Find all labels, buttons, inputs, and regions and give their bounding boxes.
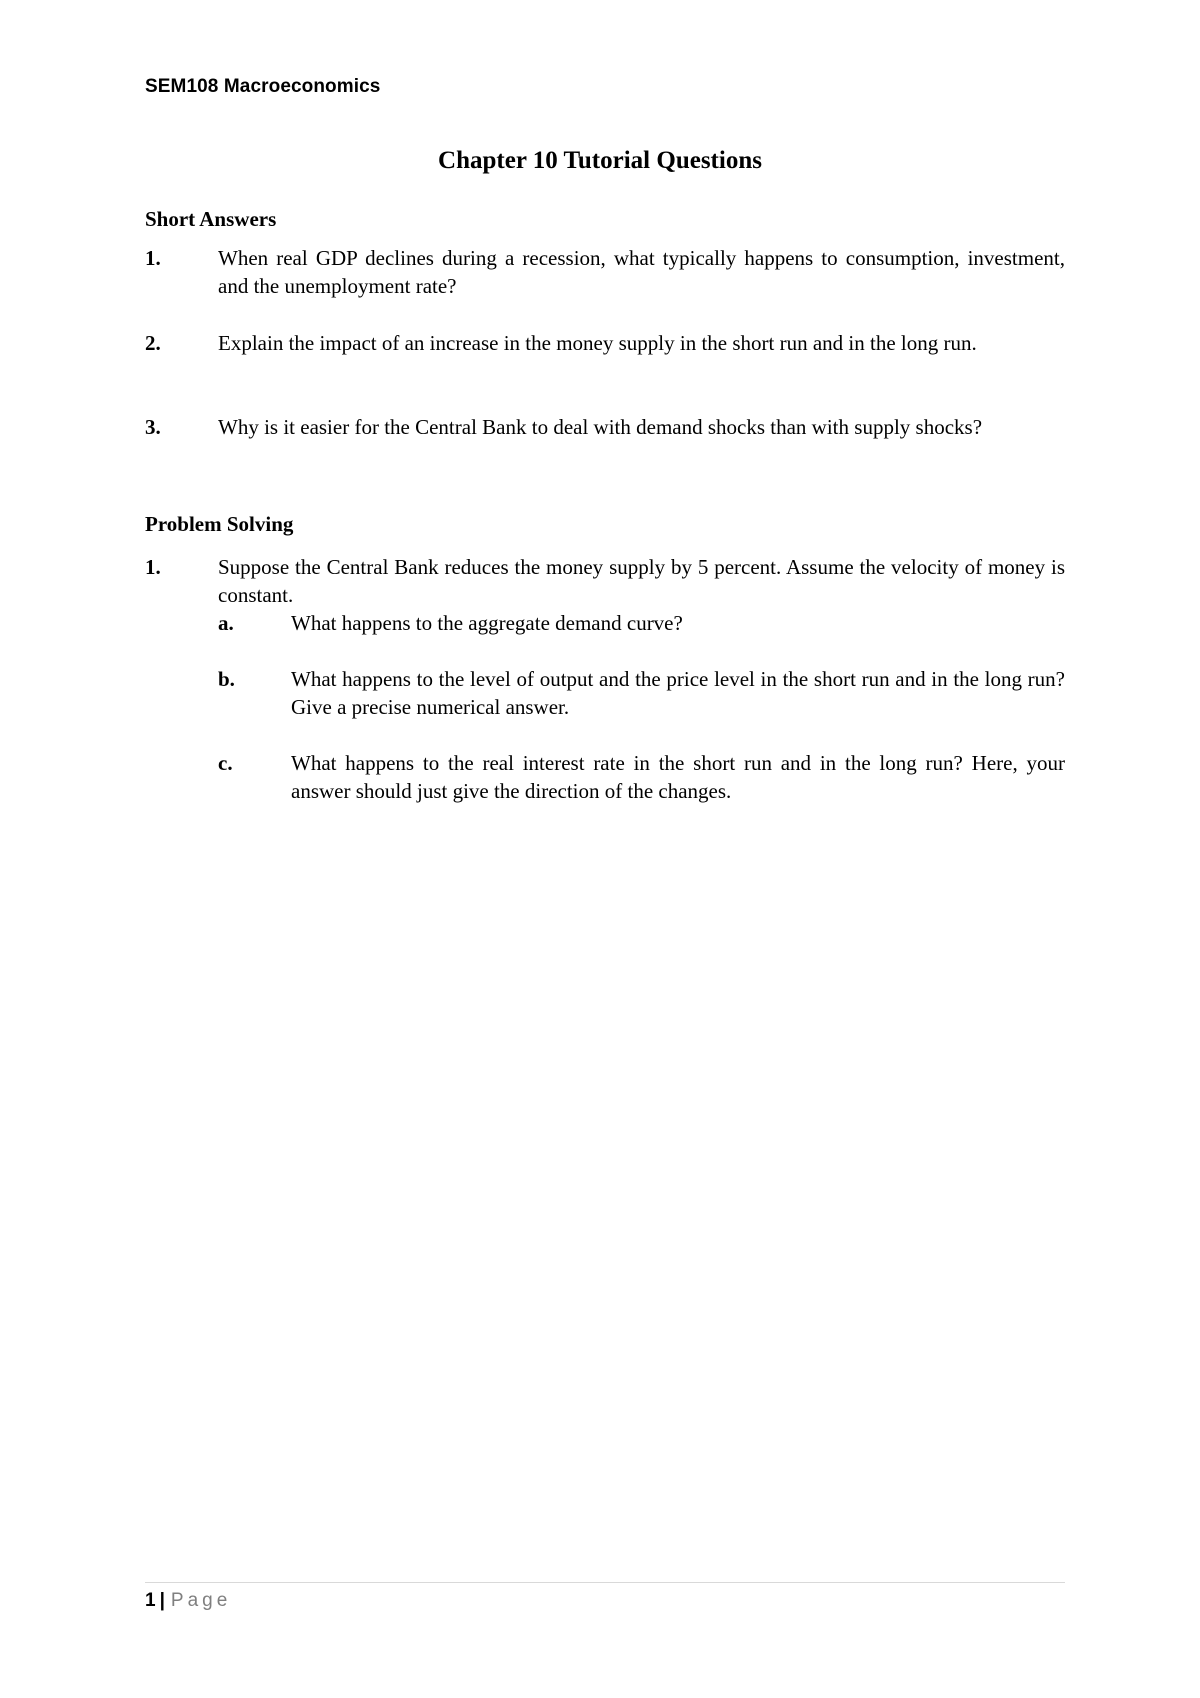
item-text: Explain the impact of an increase in the money supply in the short run and in the long run.: [218, 331, 977, 355]
subitem-label: a.: [218, 611, 234, 635]
short-answer-item-3: [145, 413, 1065, 441]
item-number: 1.: [145, 246, 161, 270]
problem-subitem-c: [218, 749, 1065, 805]
item-text: When real GDP declines during a recession, what typically happens to consumption, investment, and the unemployment rate?: [218, 246, 1065, 298]
problem-subitem-a: [218, 609, 1065, 637]
problem-subitem-b: [218, 665, 1065, 721]
short-answer-item-1: [145, 244, 1065, 300]
short-answer-item-2: [145, 329, 1065, 357]
subitem-label: c.: [218, 751, 233, 775]
subitem-text: What happens to the level of output and the price level in the short run and in the long run? Give a precise numerical answer.: [291, 667, 1065, 719]
document-header: SEM108 Macroeconomics: [145, 76, 381, 97]
page-number: 1: [145, 1590, 156, 1611]
item-number: 1.: [145, 555, 161, 579]
section-heading-short-answers: Short Answers: [145, 207, 277, 231]
page-title: Chapter 10 Tutorial Questions: [438, 147, 762, 174]
subitem-text: What happens to the real interest rate in the short run and in the long run? Here, your answer should just give the direction of the changes.: [291, 751, 1065, 803]
subitem-label: b.: [218, 667, 235, 691]
footer-divider: [145, 1582, 1065, 1583]
section-heading-problem-solving: Problem Solving: [145, 512, 294, 536]
item-number: 3.: [145, 415, 161, 439]
problem-item-1: [145, 553, 1065, 609]
item-number: 2.: [145, 331, 161, 355]
page-footer: [145, 1590, 231, 1612]
footer-separator: |: [159, 1590, 165, 1611]
page-label: Page: [170, 1590, 232, 1611]
subitem-text: What happens to the aggregate demand curve?: [291, 611, 683, 635]
item-text: Suppose the Central Bank reduces the money supply by 5 percent. Assume the velocity of money is constant.: [218, 555, 1065, 607]
item-text: Why is it easier for the Central Bank to deal with demand shocks than with supply shocks?: [218, 415, 983, 439]
